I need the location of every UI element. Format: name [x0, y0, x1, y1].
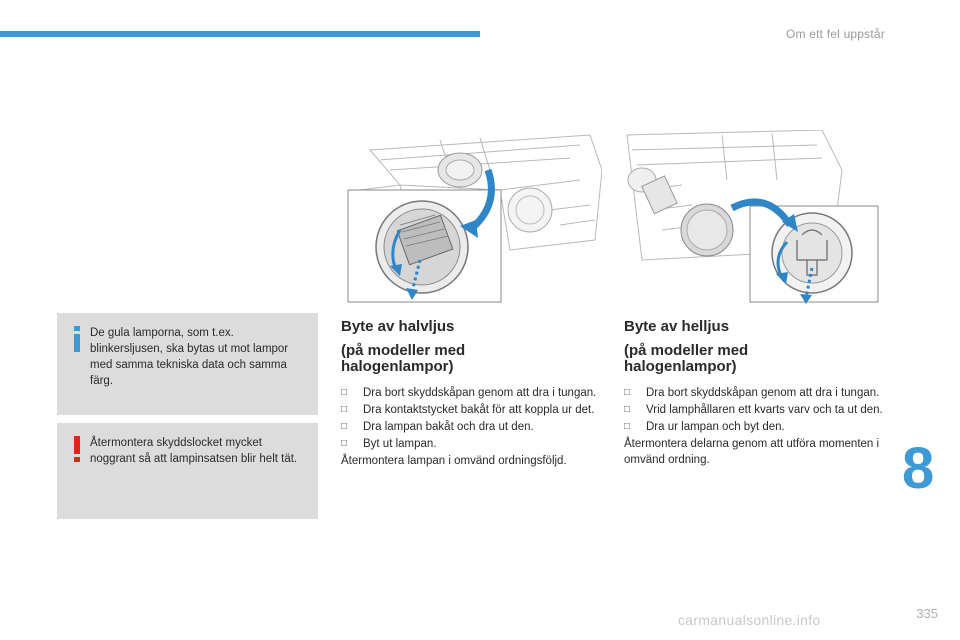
list-item: □ Dra ur lampan och byt den. [624, 421, 785, 433]
info-note-text: De gula lamporna, som t.ex. blinkersljusen, ska bytas ut mot lampor med samma tekniska data och samma färg. [90, 327, 289, 387]
list-item: □ Vrid lamphållaren ett kvarts varv och ta ut den. [624, 404, 883, 416]
low-beam-illustration [340, 130, 602, 305]
low-beam-section [341, 318, 603, 469]
final-instruction: Återmontera lampan i omvänd ordningsföljd. [341, 455, 567, 467]
high-beam-section [624, 318, 886, 468]
final-instruction: Återmontera delarna genom att utföra momenten i omvänd ordning. [624, 438, 880, 466]
checkbox-icon: □ [624, 421, 631, 432]
list-item: □ Dra bort skyddskåpan genom att dra i tungan. [341, 387, 597, 399]
checkbox-icon: □ [341, 438, 348, 449]
checkbox-icon: □ [341, 404, 348, 415]
watermark: carmanualsonline.info [678, 612, 821, 628]
checkbox-icon: □ [341, 421, 348, 432]
info-note [57, 313, 318, 415]
section-subtitle: (på modeller med halogenlampor) [624, 342, 749, 375]
exclamation-icon [70, 435, 84, 463]
checkbox-icon: □ [624, 387, 631, 398]
step-list [341, 385, 603, 452]
chapter-number: 8 [902, 436, 935, 501]
chapter-title: Om ett fel uppstår [786, 27, 885, 41]
checkbox-icon: □ [341, 387, 348, 398]
high-beam-illustration [622, 130, 880, 305]
section-subtitle: (på modeller med halogenlampor) [341, 342, 466, 375]
step-list [624, 385, 886, 435]
list-item: □ Dra lampan bakåt och dra ut den. [341, 421, 534, 433]
list-item: □ Byt ut lampan. [341, 438, 437, 450]
warning-note-text: Återmontera skyddslocket mycket noggrant så att lampinsatsen blir helt tät. [90, 437, 298, 465]
checkbox-icon: □ [624, 404, 631, 415]
section-title: Byte av helljus [624, 318, 730, 335]
section-title: Byte av halvljus [341, 318, 455, 335]
header-accent-bar [0, 31, 480, 37]
warning-note [57, 423, 318, 519]
info-icon [70, 325, 84, 353]
list-item: □ Dra kontaktstycket bakåt för att koppla ur det. [341, 404, 595, 416]
page-number: 335 [916, 606, 938, 621]
list-item: □ Dra bort skyddskåpan genom att dra i tungan. [624, 387, 880, 399]
